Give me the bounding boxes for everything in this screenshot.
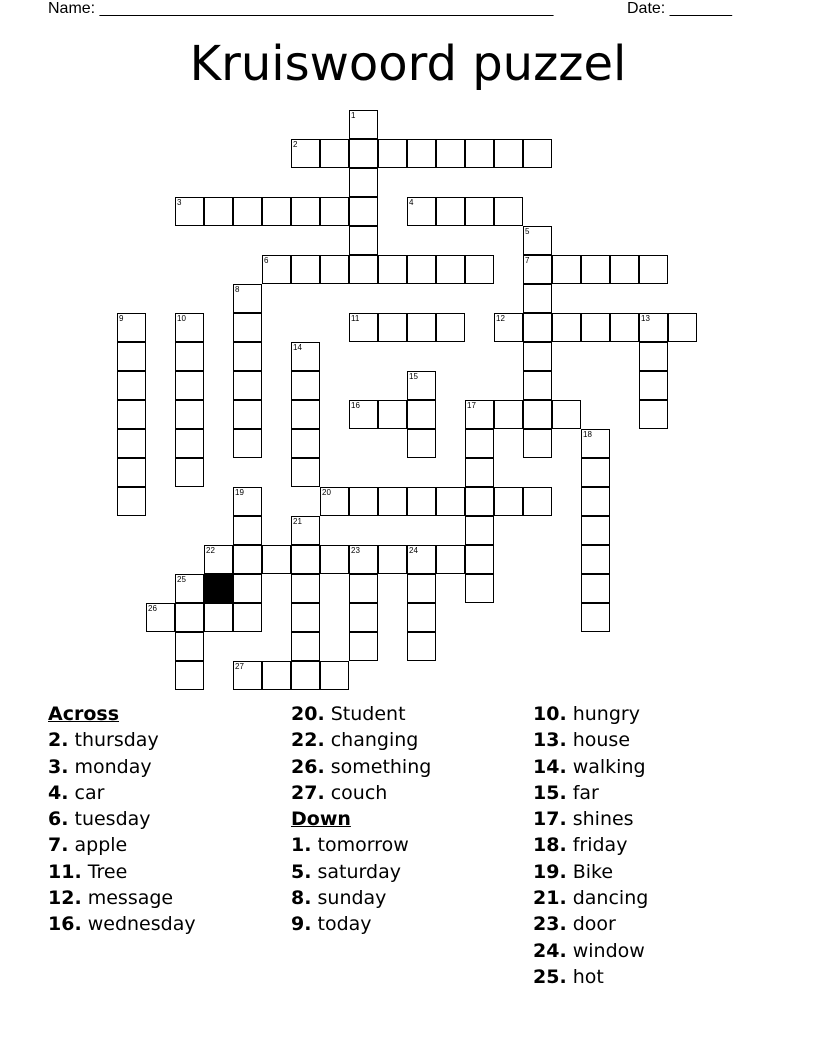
clue-number: 17	[467, 401, 476, 410]
grid-cell[interactable]	[349, 603, 378, 632]
down-clue	[533, 702, 648, 728]
down-clue	[533, 886, 648, 912]
grid-cell[interactable]	[204, 197, 233, 226]
clue-text: saturday	[317, 860, 401, 883]
clue-label-number: 13.	[533, 729, 567, 752]
clue-text: changing	[330, 729, 419, 752]
grid-cell[interactable]	[639, 400, 668, 429]
grid-cell[interactable]	[291, 197, 320, 226]
clue-number: 5	[525, 227, 530, 236]
clue-text: tuesday	[74, 808, 151, 831]
grid-cell[interactable]	[407, 400, 436, 429]
grid-cell[interactable]	[610, 255, 639, 284]
clue-label-number: 8.	[291, 887, 312, 910]
clue-text: house	[572, 729, 631, 752]
grid-cell[interactable]	[465, 545, 494, 574]
grid-cell[interactable]	[233, 516, 262, 545]
grid-cell[interactable]	[639, 255, 668, 284]
clue-text: walking	[572, 755, 646, 778]
clue-label-number: 5.	[291, 860, 312, 883]
grid-cell[interactable]	[175, 400, 204, 429]
clue-text: dancing	[572, 887, 649, 910]
grid-cell[interactable]	[523, 226, 552, 255]
grid-cell[interactable]	[581, 255, 610, 284]
grid-cell[interactable]	[204, 603, 233, 632]
grid-cell[interactable]	[117, 371, 146, 400]
clue-number: 3	[177, 198, 182, 207]
grid-cell[interactable]	[436, 487, 465, 516]
down-clue	[291, 833, 431, 859]
clues-column-3	[533, 702, 648, 991]
clue-text: today	[317, 913, 372, 936]
grid-cell[interactable]	[262, 661, 291, 690]
grid-cell[interactable]	[117, 429, 146, 458]
clue-number: 21	[293, 517, 302, 526]
grid-cell[interactable]	[494, 197, 523, 226]
grid-cell[interactable]	[436, 197, 465, 226]
grid-cell[interactable]	[407, 139, 436, 168]
clue-text: Bike	[572, 860, 614, 883]
grid-cell[interactable]	[349, 226, 378, 255]
grid-cell[interactable]	[523, 284, 552, 313]
grid-cell[interactable]	[233, 284, 262, 313]
down-heading: Down	[291, 808, 351, 831]
clue-label-number: 6.	[48, 808, 69, 831]
grid-cell[interactable]	[581, 429, 610, 458]
grid-cell[interactable]	[552, 400, 581, 429]
grid-cell[interactable]	[175, 458, 204, 487]
clue-number: 23	[351, 546, 360, 555]
grid-cell[interactable]	[291, 574, 320, 603]
grid-cell[interactable]	[349, 168, 378, 197]
grid-cell[interactable]	[291, 371, 320, 400]
grid-cell[interactable]	[117, 487, 146, 516]
grid-cell[interactable]	[291, 139, 320, 168]
clue-number: 7	[525, 256, 530, 265]
grid-cell[interactable]	[581, 603, 610, 632]
clue-label-number: 3.	[48, 755, 69, 778]
grid-cell[interactable]	[378, 139, 407, 168]
grid-cell[interactable]	[378, 400, 407, 429]
clue-label-number: 7.	[48, 834, 69, 857]
down-clue	[533, 965, 648, 991]
clue-label-number: 27.	[291, 781, 325, 804]
grid-cell[interactable]	[175, 632, 204, 661]
grid-cell[interactable]	[349, 110, 378, 139]
clue-number: 12	[496, 314, 505, 323]
grid-cell[interactable]	[407, 429, 436, 458]
grid-cell[interactable]	[378, 255, 407, 284]
grid-cell[interactable]	[204, 545, 233, 574]
clue-label-number: 10.	[533, 703, 567, 725]
clue-text: thursday	[74, 729, 159, 752]
grid-cell[interactable]	[581, 574, 610, 603]
grid-cell[interactable]	[291, 545, 320, 574]
grid-cell[interactable]	[320, 661, 349, 690]
grid-cell[interactable]	[146, 603, 175, 632]
grid-cell[interactable]	[465, 255, 494, 284]
clue-number: 15	[409, 372, 418, 381]
grid-cell[interactable]	[552, 255, 581, 284]
grid-cell[interactable]	[233, 574, 262, 603]
grid-cell[interactable]	[523, 429, 552, 458]
grid-cell[interactable]	[262, 545, 291, 574]
grid-cell[interactable]	[291, 661, 320, 690]
grid-cell[interactable]	[175, 371, 204, 400]
across-clue	[48, 886, 196, 912]
grid-cell[interactable]	[436, 545, 465, 574]
grid-cell[interactable]	[407, 574, 436, 603]
grid-cell[interactable]	[175, 661, 204, 690]
grid-cell[interactable]	[349, 487, 378, 516]
grid-cell[interactable]	[262, 197, 291, 226]
grid-cell[interactable]	[407, 371, 436, 400]
clue-text: wednesday	[87, 913, 196, 936]
grid-cell[interactable]	[552, 313, 581, 342]
clue-label-number: 19.	[533, 860, 567, 883]
clue-number: 9	[119, 314, 124, 323]
clue-number: 6	[264, 256, 269, 265]
grid-cell[interactable]	[494, 313, 523, 342]
grid-cell[interactable]	[291, 632, 320, 661]
clue-number: 25	[177, 575, 186, 584]
down-clue	[533, 755, 648, 781]
grid-cell[interactable]	[349, 545, 378, 574]
clue-text: apple	[74, 834, 128, 857]
grid-cell[interactable]	[291, 458, 320, 487]
clue-label-number: 15.	[533, 781, 567, 804]
grid-cell[interactable]	[233, 371, 262, 400]
down-clue	[291, 860, 431, 886]
clue-text: hot	[572, 965, 604, 988]
grid-cell[interactable]	[320, 139, 349, 168]
grid-cell[interactable]	[233, 342, 262, 371]
clue-text: shines	[572, 808, 634, 831]
clue-label-number: 24.	[533, 939, 567, 962]
clue-label-number: 4.	[48, 781, 69, 804]
grid-cell[interactable]	[407, 545, 436, 574]
down-clue	[533, 860, 648, 886]
grid-cell[interactable]	[465, 139, 494, 168]
clue-number: 24	[409, 546, 418, 555]
grid-cell[interactable]	[407, 487, 436, 516]
clue-number: 13	[641, 314, 650, 323]
grid-cell[interactable]	[465, 429, 494, 458]
grid-cell[interactable]	[668, 313, 697, 342]
grid-cell[interactable]	[639, 371, 668, 400]
clue-text: friday	[572, 834, 628, 857]
down-clue	[291, 886, 431, 912]
clue-number: 8	[235, 285, 240, 294]
grid-cell[interactable]	[407, 603, 436, 632]
grid-cell[interactable]	[581, 516, 610, 545]
grid-cell[interactable]	[233, 603, 262, 632]
grid-cell[interactable]	[349, 574, 378, 603]
clue-number: 18	[583, 430, 592, 439]
grid-cell[interactable]	[436, 313, 465, 342]
grid-cell[interactable]	[320, 545, 349, 574]
grid-cell[interactable]	[233, 661, 262, 690]
grid-cell[interactable]	[465, 400, 494, 429]
clue-label-number: 17.	[533, 808, 567, 831]
grid-cell[interactable]	[233, 429, 262, 458]
across-clue	[291, 702, 431, 728]
page-title: Kruiswoord puzzel	[189, 36, 627, 92]
grid-cell[interactable]	[233, 487, 262, 516]
grid-cell[interactable]	[291, 516, 320, 545]
down-clue	[533, 807, 648, 833]
across-clue	[48, 728, 196, 754]
clue-text: message	[87, 887, 174, 910]
across-clue	[291, 781, 431, 807]
clue-text: car	[74, 781, 105, 804]
grid-cell[interactable]	[523, 313, 552, 342]
across-clue	[48, 860, 196, 886]
grid-cell[interactable]	[349, 313, 378, 342]
across-clue	[48, 833, 196, 859]
grid-cell[interactable]	[175, 574, 204, 603]
grid-cell[interactable]	[465, 487, 494, 516]
across-clue	[48, 755, 196, 781]
clue-label-number: 9.	[291, 913, 312, 936]
clues-column-1	[48, 702, 196, 939]
clue-number: 19	[235, 488, 244, 497]
grid-cell[interactable]	[117, 458, 146, 487]
grid-cell[interactable]	[465, 197, 494, 226]
grid-cell[interactable]	[349, 632, 378, 661]
grid-cell[interactable]	[407, 313, 436, 342]
across-heading: Across	[48, 703, 120, 725]
grid-cell[interactable]	[523, 371, 552, 400]
clue-number: 11	[351, 314, 360, 323]
grid-cell[interactable]	[175, 342, 204, 371]
down-clue	[291, 912, 431, 938]
down-clue	[533, 728, 648, 754]
grid-cell[interactable]	[465, 458, 494, 487]
grid-cell[interactable]	[581, 545, 610, 574]
grid-cell[interactable]	[262, 255, 291, 284]
grid-cell[interactable]	[581, 458, 610, 487]
clue-text: sunday	[317, 887, 387, 910]
grid-cell[interactable]	[378, 313, 407, 342]
grid-cell[interactable]	[581, 487, 610, 516]
clue-text: something	[330, 755, 432, 778]
clue-number: 2	[293, 140, 298, 149]
grid-cell[interactable]	[465, 516, 494, 545]
clue-text: far	[572, 781, 599, 804]
clue-number: 16	[351, 401, 360, 410]
clue-text: tomorrow	[317, 834, 409, 857]
grid-cell[interactable]	[320, 197, 349, 226]
grid-cell[interactable]	[581, 313, 610, 342]
grid-cell[interactable]	[233, 400, 262, 429]
grid-cell[interactable]	[320, 255, 349, 284]
clue-text: monday	[74, 755, 152, 778]
clue-label-number: 20.	[291, 703, 325, 725]
down-clue	[533, 912, 648, 938]
clue-label-number: 2.	[48, 729, 69, 752]
grid-cell[interactable]	[523, 400, 552, 429]
clues-column-2	[291, 702, 431, 939]
clue-number: 20	[322, 488, 331, 497]
clue-number: 26	[148, 604, 157, 613]
across-clue	[48, 912, 196, 938]
clue-number: 4	[409, 198, 414, 207]
clue-number: 1	[351, 111, 356, 120]
grid-cell[interactable]	[291, 342, 320, 371]
across-clue	[48, 781, 196, 807]
grid-cell[interactable]	[291, 429, 320, 458]
clue-label-number: 22.	[291, 729, 325, 752]
grid-cell[interactable]	[523, 342, 552, 371]
clue-label-number: 1.	[291, 834, 312, 857]
grid-cell[interactable]	[233, 197, 262, 226]
grid-cell[interactable]	[436, 255, 465, 284]
down-clue	[533, 833, 648, 859]
grid-cell[interactable]	[291, 255, 320, 284]
grid-cell[interactable]	[494, 400, 523, 429]
grid-cell[interactable]	[523, 139, 552, 168]
grid-cell[interactable]	[117, 313, 146, 342]
grid-cell[interactable]	[378, 545, 407, 574]
clue-label-number: 16.	[48, 913, 82, 936]
grid-cell[interactable]	[436, 139, 465, 168]
date-field-label: Date: _______	[627, 0, 732, 17]
clue-text: hungry	[572, 703, 640, 725]
clue-text: door	[572, 913, 616, 936]
across-clue	[291, 755, 431, 781]
grid-cell[interactable]	[610, 313, 639, 342]
grid-cell[interactable]	[523, 487, 552, 516]
grid-cell[interactable]	[320, 487, 349, 516]
grid-cell[interactable]	[175, 313, 204, 342]
grid-cell[interactable]	[349, 139, 378, 168]
clue-label-number: 26.	[291, 755, 325, 778]
grid-cell[interactable]	[291, 400, 320, 429]
clue-label-number: 12.	[48, 887, 82, 910]
clue-label-number: 23.	[533, 913, 567, 936]
clue-number: 14	[293, 343, 302, 352]
grid-cell[interactable]	[639, 342, 668, 371]
clue-text: Student	[330, 703, 406, 725]
grid-cell[interactable]	[407, 255, 436, 284]
grid-cell[interactable]	[378, 487, 407, 516]
across-clue	[291, 728, 431, 754]
grid-cell[interactable]	[117, 342, 146, 371]
grid-cell[interactable]	[175, 603, 204, 632]
clue-label-number: 18.	[533, 834, 567, 857]
grid-cell[interactable]	[407, 197, 436, 226]
clue-text: Tree	[87, 860, 128, 883]
grid-cell[interactable]	[233, 545, 262, 574]
name-field-label: Name: ___________________________________________________	[48, 0, 554, 17]
clue-label-number: 14.	[533, 755, 567, 778]
clue-text: window	[572, 939, 645, 962]
down-clue	[533, 781, 648, 807]
clue-number: 10	[177, 314, 186, 323]
clue-number: 22	[206, 546, 215, 555]
grid-cell[interactable]	[349, 255, 378, 284]
grid-cell[interactable]	[407, 632, 436, 661]
grid-cell[interactable]	[523, 255, 552, 284]
clue-number: 27	[235, 662, 244, 671]
clue-label-number: 21.	[533, 887, 567, 910]
black-cell	[204, 574, 233, 603]
grid-cell[interactable]	[117, 400, 146, 429]
down-clue	[533, 939, 648, 965]
clue-label-number: 25.	[533, 965, 567, 988]
grid-cell[interactable]	[349, 400, 378, 429]
clue-label-number: 11.	[48, 860, 82, 883]
grid-cell[interactable]	[175, 429, 204, 458]
grid-cell[interactable]	[291, 603, 320, 632]
grid-cell[interactable]	[349, 197, 378, 226]
grid-cell[interactable]	[465, 574, 494, 603]
grid-cell[interactable]	[233, 313, 262, 342]
across-clue	[48, 807, 196, 833]
clue-text: couch	[330, 781, 388, 804]
grid-cell[interactable]	[639, 313, 668, 342]
grid-cell[interactable]	[494, 139, 523, 168]
grid-cell[interactable]	[175, 197, 204, 226]
grid-cell[interactable]	[494, 487, 523, 516]
